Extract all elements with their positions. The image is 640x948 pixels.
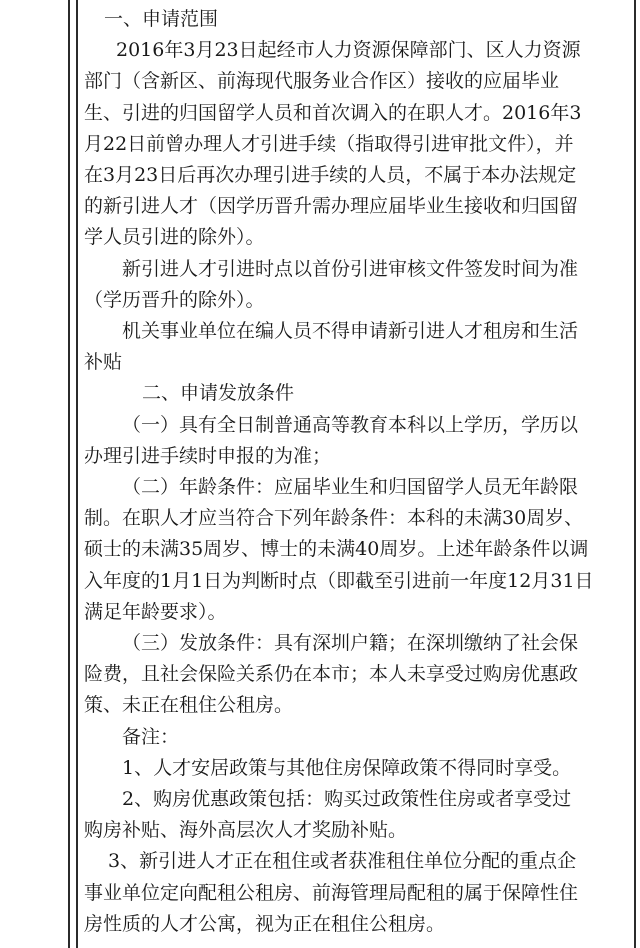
table-border-right [634, 0, 636, 948]
paragraph-line: （二）年龄条件：应届毕业生和归国留学人员无年龄限 [122, 476, 579, 498]
note-line: 1、人才安居政策与其他住房保障政策不得同时享受。 [122, 756, 572, 779]
paragraph-line: （学历晋升的除外）。 [84, 288, 265, 311]
paragraph-line: 月22日前曾办理人才引进手续（指取得引进审批文件），并 [84, 132, 574, 155]
paragraph-line: 补贴 [84, 351, 123, 374]
paragraph-line: 制。在职人才应当符合下列年龄条件：本科的未满30周岁、 [84, 507, 584, 530]
paragraph-line: 学人员引进的除外）。 [84, 226, 265, 249]
note-line: 购房补贴、海外高层次人才奖励补贴。 [84, 819, 408, 842]
paragraph-line: 入年度的1月1日为判断时点（即截至引进前一年度12月31日 [84, 569, 594, 592]
note-line: 2、购房优惠政策包括：购买过政策性住房或者享受过 [122, 788, 572, 810]
paragraph-line: 险费，且社会保险关系仍在本市；本人未享受过购房优惠政 [84, 663, 579, 686]
paragraph-line: 新引进人才引进时点以首份引进审核文件签发时间为准 [122, 257, 579, 280]
paragraph-line: 满足年龄要求）。 [84, 600, 227, 623]
paragraph-line: 策、未正在租住公租房。 [84, 694, 294, 717]
paragraph-line: 硕士的未满35周岁、博士的未满40周岁。上述年龄条件以调 [84, 538, 589, 561]
paragraph-line: 办理引进手续时申报的为准； [84, 444, 332, 467]
table-border-left-inner [76, 0, 78, 948]
document-body [84, 0, 630, 948]
heading-issuance-conditions: 二、申请发放条件 [142, 382, 295, 405]
paragraph-line: （一）具有全日制普通高等教育本科以上学历，学历以 [122, 413, 579, 436]
paragraph-line: （三）发放条件：具有深圳户籍；在深圳缴纳了社会保 [122, 632, 579, 654]
table-left-cell [0, 0, 68, 948]
note-line: 房性质的人才公寓，视为正在租住公租房。 [84, 912, 446, 935]
paragraph-line: 部门（含新区、前海现代服务业合作区）接收的应届毕业 [84, 70, 560, 93]
paragraph-line: 机关事业单位在编人员不得申请新引进人才租房和生活 [122, 320, 579, 342]
paragraph-line: 2016年3月23日起经市人力资源保障部门、区人力资源 [116, 39, 581, 62]
paragraph-line: 的新引进人才（因学历晋升需办理应届毕业生接收和归国留 [84, 195, 579, 218]
note-line: 3、新引进人才正在租住或者获准租住单位分配的重点企 [108, 850, 577, 873]
paragraph-line: 在3月23日后再次办理引进手续的人员，不属于本办法规定 [84, 164, 577, 186]
table-border-left-outer [68, 0, 70, 948]
notes-heading: 备注： [122, 725, 180, 748]
heading-application-scope: 一、申请范围 [104, 8, 219, 30]
note-line: 事业单位定向配租公租房、前海管理局配租的属于保障性住 [84, 881, 579, 904]
paragraph-line: 生、引进的归国留学人员和首次调入的在职人才。2016年3 [84, 101, 582, 124]
